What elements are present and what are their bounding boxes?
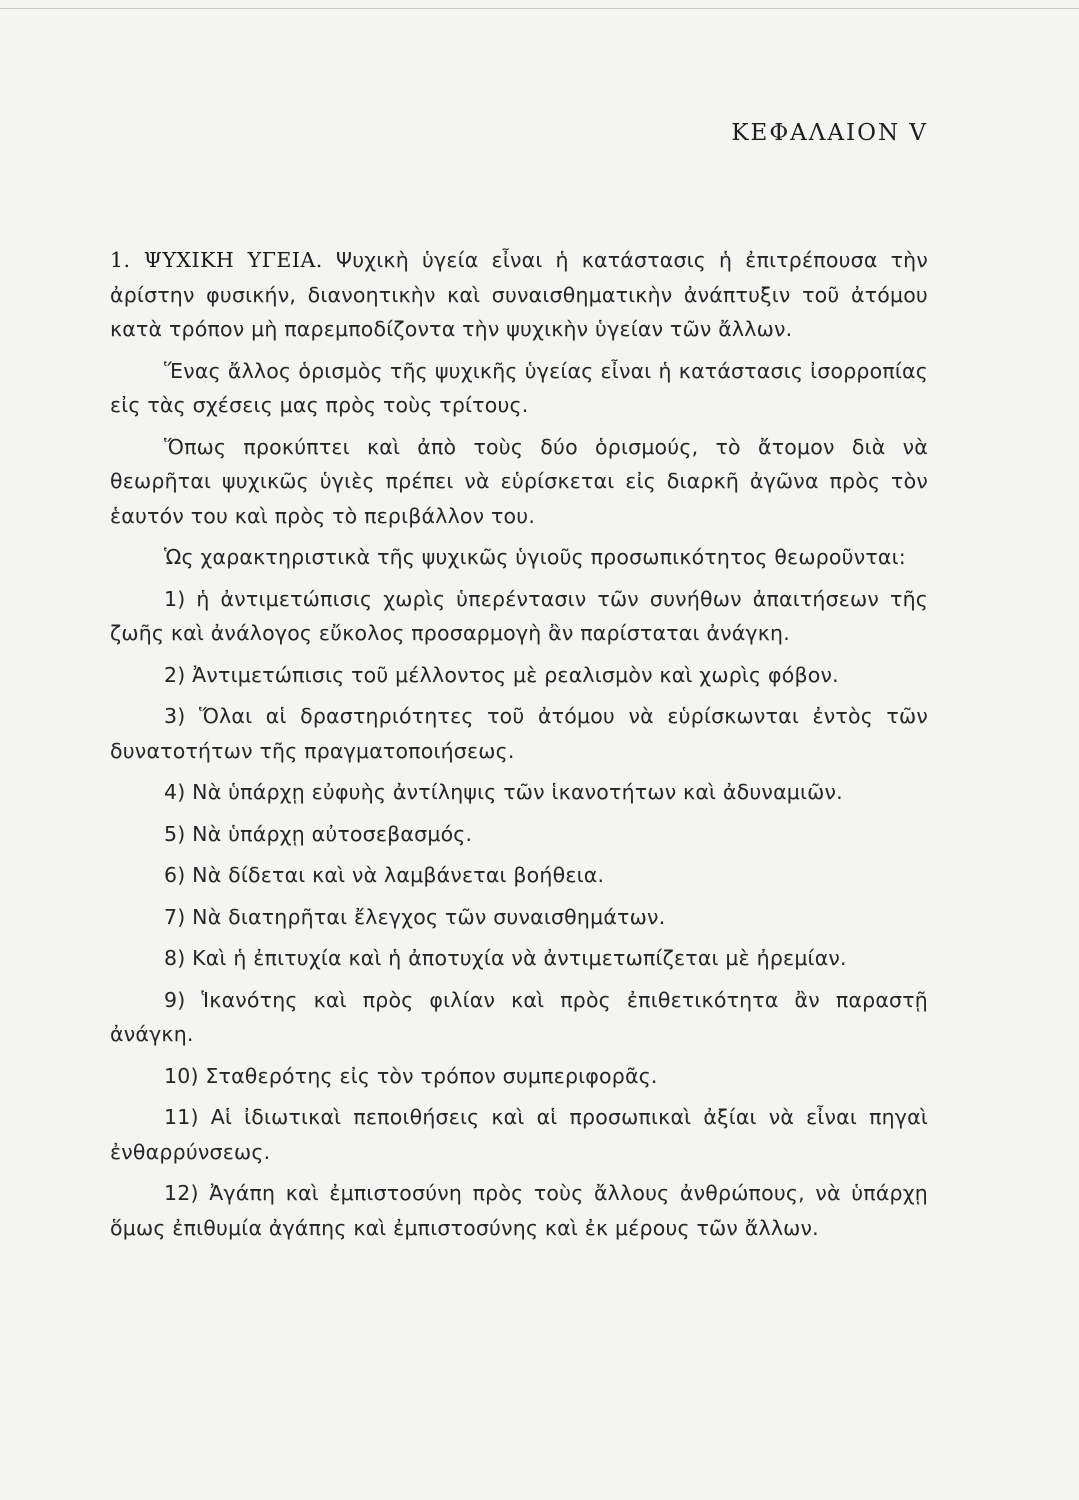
list-item: 9) Ἱκανότης καὶ πρὸς φιλίαν καὶ πρὸς ἐπιθετικότητα ἂν παραστῇ ἀνάγκη.: [110, 987, 928, 1046]
list-item: 1) ἡ ἀντιμετώπισις χωρὶς ὑπερέντασιν τῶν συνήθων ἀπαιτήσεων τῆς ζωῆς καὶ ἀνάλογος εὔκολος προσαρμογὴ ἂν παρίσταται ἀνάγκη.: [110, 586, 928, 645]
list-item: 11) Αἱ ἰδιωτικαὶ πεποιθήσεις καὶ αἱ προσωπικαὶ ἀξίαι νὰ εἶναι πηγαὶ ἐνθαρρύνσεως.: [110, 1105, 928, 1164]
list-item: 2) Ἀντιμετώπισις τοῦ μέλλοντος μὲ ρεαλισμὸν καὶ χωρὶς φόβον.: [164, 662, 839, 687]
chapter-body: [110, 243, 928, 1252]
list-item: 3) Ὅλαι αἱ δραστηριότητες τοῦ ἀτόμου νὰ εὑρίσκωνται ἐντὸς τῶν δυνατοτήτων τῆς πραγματοποιήσεως.: [110, 704, 928, 763]
section-intro-paragraph: [110, 243, 928, 347]
paragraph-conclusion: Ὅπως προκύπτει καὶ ἀπὸ τοὺς δύο ὁρισμούς, τὸ ἄτομον διὰ νὰ θεωρῆται ψυχικῶς ὑγιὲς πρέπει νὰ εὑρίσκεται εἰς διαρκῆ ἀγῶνα πρὸς τὸν ἑαυτόν του καὶ πρὸς τὸ περιβάλλον του.: [110, 434, 928, 528]
paragraph-definition: Ἕνας ἄλλος ὁρισμὸς τῆς ψυχικῆς ὑγείας εἶναι ἡ κατάστασις ἰσορροπίας εἰς τὰς σχέσεις μας πρὸς τοὺς τρίτους.: [110, 358, 928, 417]
list-item: 10) Σταθερότης εἰς τὸν τρόπον συμπεριφορᾶς.: [164, 1063, 658, 1088]
list-item: 7) Νὰ διατηρῆται ἔλεγχος τῶν συναισθημάτων.: [164, 904, 666, 929]
list-item: 4) Νὰ ὑπάρχῃ εὐφυὴς ἀντίληψις τῶν ἱκανοτήτων καὶ ἀδυναμιῶν.: [164, 780, 843, 804]
list-item: 12) Ἀγάπη καὶ ἐμπιστοσύνη πρὸς τοὺς ἄλλους ἀνθρώπους, νὰ ὑπάρχῃ ὅμως ἐπιθυμία ἀγάπης καὶ ἐμπιστοσύνης καὶ ἐκ μέρους τῶν ἄλλων.: [110, 1181, 928, 1240]
list-item: 5) Νὰ ὑπάρχῃ αὐτοσεβασμός.: [164, 821, 473, 846]
paragraph-characteristics-intro: Ὡς χαρακτηριστικὰ τῆς ψυχικῶς ὑγιοῦς προσωπικότητος θεωροῦνται:: [164, 545, 906, 569]
book-page: [110, 0, 928, 1500]
section-heading: 1. ΨΥΧΙΚΗ ΥΓΕΙΑ.: [110, 248, 323, 272]
list-item: 6) Νὰ δίδεται καὶ νὰ λαμβάνεται βοήθεια.: [164, 863, 605, 887]
section-intro-text: Ψυχικὴ ὑγεία εἶναι ἡ κατάστασις ἡ ἐπιτρέπουσα τὴν ἀρίστην φυσικήν, διανοητικὴν καὶ συναισθηματικὴν ἀνάπτυξιν τοῦ ἀτόμου κατὰ τρόπον μὴ παρεμποδίζοντα τὴν ψυχικὴν ὑγείαν τῶν ἄλλων.: [110, 248, 928, 341]
chapter-title: ΚΕΦΑΛΑΙΟΝ V: [731, 120, 928, 146]
list-item: 8) Καὶ ἡ ἐπιτυχία καὶ ἡ ἀποτυχία νὰ ἀντιμετωπίζεται μὲ ἠρεμίαν.: [164, 946, 847, 970]
